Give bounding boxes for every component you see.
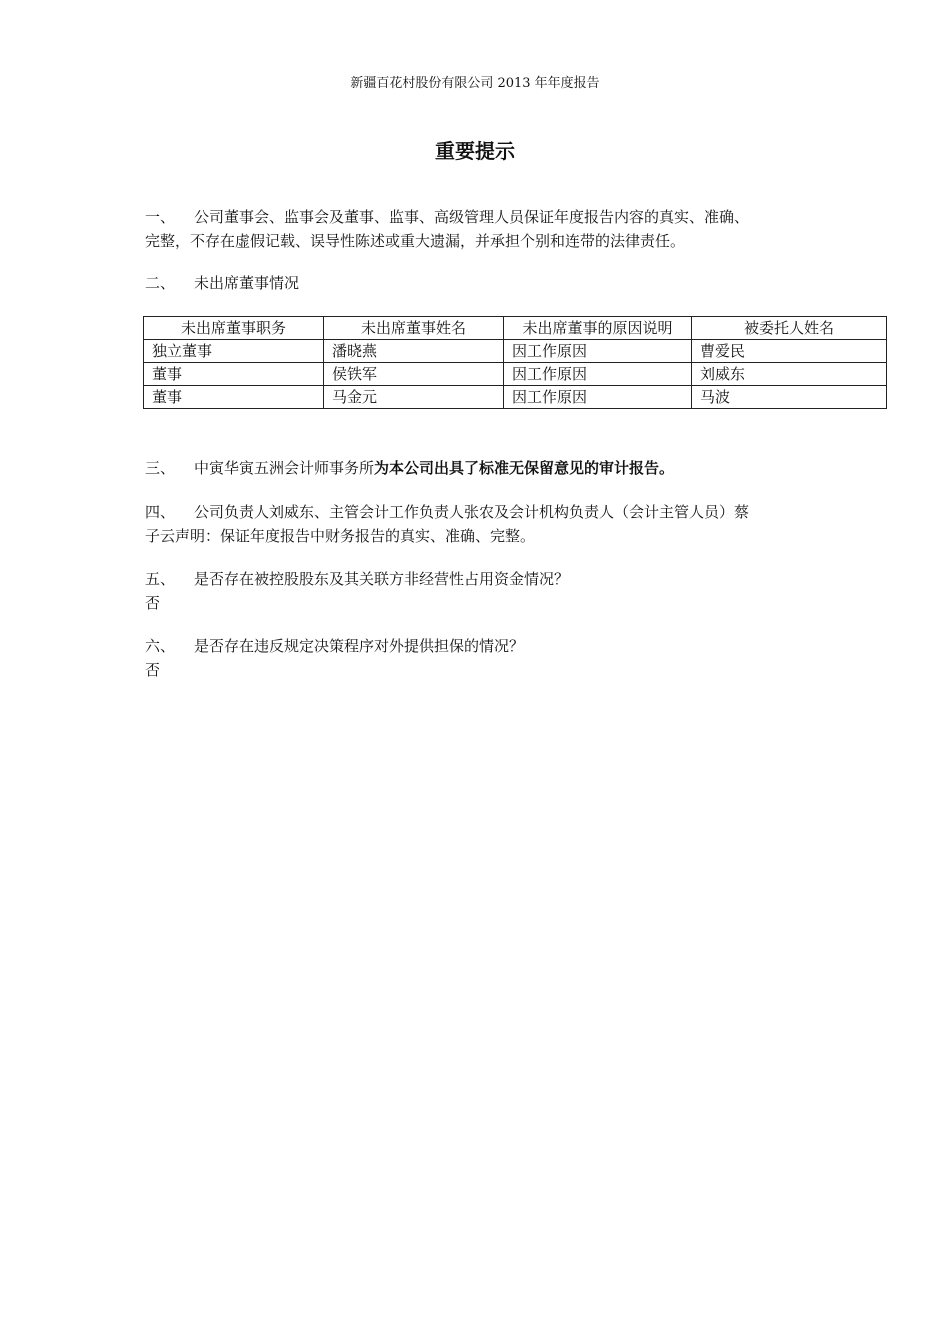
cell-name: 侯铁军 <box>324 363 504 386</box>
cell-reason: 因工作原因 <box>504 340 692 363</box>
col-header-position: 未出席董事职务 <box>144 317 324 340</box>
section-6-answer: 否 <box>145 661 161 679</box>
cell-proxy: 曹爱民 <box>692 340 887 363</box>
section-5 <box>145 567 815 615</box>
cell-position: 独立董事 <box>144 340 324 363</box>
section-3-bold-text: 为本公司出具了标准无保留意见的审计报告。 <box>374 459 675 477</box>
cell-name: 潘晓燕 <box>324 340 504 363</box>
section-2 <box>145 271 815 295</box>
cell-position: 董事 <box>144 386 324 409</box>
cell-proxy: 马波 <box>692 386 887 409</box>
col-header-name: 未出席董事姓名 <box>324 317 504 340</box>
section-2-text: 未出席董事情况 <box>194 274 300 292</box>
cell-reason: 因工作原因 <box>504 386 692 409</box>
section-6-number: 六、 <box>145 637 176 655</box>
section-1 <box>145 205 815 253</box>
section-5-answer: 否 <box>145 594 161 612</box>
col-header-reason: 未出席董事的原因说明 <box>504 317 692 340</box>
col-header-proxy: 被委托人姓名 <box>692 317 887 340</box>
page-header: 新疆百花村股份有限公司 2013 年年度报告 <box>350 76 600 91</box>
table-header-row <box>144 317 887 340</box>
section-2-number: 二、 <box>145 274 176 292</box>
cell-name: 马金元 <box>324 386 504 409</box>
section-6 <box>145 634 815 682</box>
section-4-number: 四、 <box>145 503 176 521</box>
section-4 <box>145 500 815 548</box>
section-1-text-cont: 完整，不存在虚假记载、误导性陈述或重大遗漏，并承担个别和连带的法律责任。 <box>145 232 686 250</box>
section-1-text: 公司董事会、监事会及董事、监事、高级管理人员保证年度报告内容的真实、准确、 <box>194 208 750 226</box>
section-5-number: 五、 <box>145 570 176 588</box>
section-3-number: 三、 <box>145 459 176 477</box>
section-6-text: 是否存在违反规定决策程序对外提供担保的情况？ <box>194 637 525 655</box>
cell-proxy: 刘威东 <box>692 363 887 386</box>
cell-position: 董事 <box>144 363 324 386</box>
cell-reason: 因工作原因 <box>504 363 692 386</box>
section-5-text: 是否存在被控股股东及其关联方非经营性占用资金情况？ <box>194 570 570 588</box>
section-4-text-cont: 子云声明：保证年度报告中财务报告的真实、准确、完整。 <box>145 527 536 545</box>
section-4-text: 公司负责人刘威东、主管会计工作负责人张农及会计机构负责人（会计主管人员）蔡 <box>194 503 750 521</box>
section-1-number: 一、 <box>145 208 176 226</box>
absent-directors-table <box>143 316 887 409</box>
section-3 <box>145 456 815 480</box>
table-row <box>144 340 887 363</box>
table-row <box>144 386 887 409</box>
section-3-text: 中寅华寅五洲会计师事务所 <box>194 459 375 477</box>
page-title: 重要提示 <box>435 139 515 163</box>
table-row <box>144 363 887 386</box>
